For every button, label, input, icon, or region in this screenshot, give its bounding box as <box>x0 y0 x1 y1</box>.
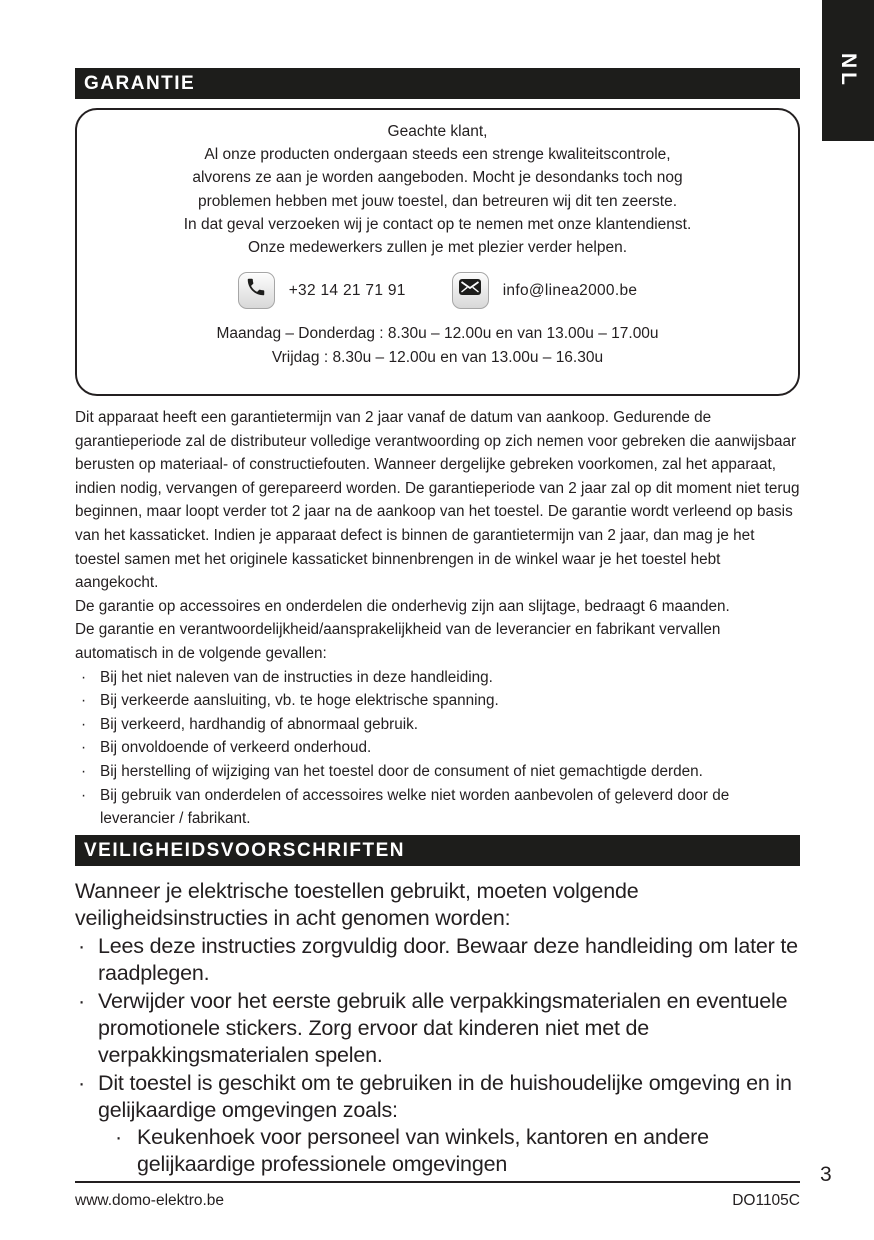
contact-row <box>77 272 798 309</box>
bullet-icon: · <box>81 715 87 733</box>
bullet-icon: · <box>81 692 87 710</box>
safety-intro: Wanneer je elektrische toestellen gebruikt, moeten volgende veiligheidsinstructies in acht genomen worden: <box>75 879 639 930</box>
warranty-box-line: Geachte klant, <box>387 123 488 140</box>
safety-bullet <box>75 1070 800 1124</box>
warranty-bullet-text: Bij herstelling of wijziging van het toestel door de consument of niet gemachtigde derden. <box>100 762 703 780</box>
warranty-section-title: GARANTIE <box>84 73 196 94</box>
safety-section-header <box>75 835 800 866</box>
bullet-icon: · <box>81 762 87 780</box>
opening-hours-line: Vrijdag : 8.30u – 12.00u en van 13.00u – 16.30u <box>271 348 604 366</box>
footer-website: www.domo-elektro.be <box>75 1192 225 1209</box>
warranty-box-line: In dat geval verzoeken wij je contact op te nemen met onze klantendienst. <box>183 215 692 233</box>
phone-icon-button <box>238 272 275 309</box>
bullet-icon: · <box>78 1071 85 1095</box>
warranty-paragraph: Dit apparaat heeft een garantietermijn van 2 jaar vanaf de datum van aankoop. Gedurende de garantieperiode zal de distributeur volledige verantwoording op zich nemen voor gebreken die aanwijsbaar berusten op materiaal- of constructiefouten. Wanneer dergelijke gebreken voorkomen, zal het apparaat, indien nodig, vervangen of gerepareerd worden. De garantieperiode van 2 jaar zal op dit moment niet terug beginnen, maar loopt verder tot 2 jaar na de aankoop van het toestel. De garantie wordt verleend op basis van het kassaticket. Indien je apparaat defect is binnen de garantietermijn van 2 jaar, dan mag je het toestel samen met het originele kassaticket binnenbrengen in de winkel waar je het toestel hebt aangekocht. <box>75 409 800 592</box>
warranty-bullet <box>75 666 800 690</box>
language-tab-label: NL <box>837 52 860 89</box>
warranty-box-line: alvorens ze aan je worden aangeboden. Mocht je desondanks toch nog <box>192 169 683 187</box>
warranty-box-line: Al onze producten ondergaan steeds een strenge kwaliteitscontrole, <box>204 146 671 164</box>
warranty-bullet-text: Bij gebruik van onderdelen of accessoires welke niet worden aanbevolen of geleverd door de leverancier / fabrikant. <box>100 786 730 828</box>
phone-icon <box>245 276 267 305</box>
safety-bullet-text: Lees deze instructies zorgvuldig door. Bewaar deze handleiding om later te raadplegen. <box>98 934 798 985</box>
bullet-icon: · <box>81 739 87 757</box>
safety-sub-bullet-text: Keukenhoek voor personeel van winkels, kantoren en andere gelijkaardige professionele omgevingen <box>137 1125 709 1176</box>
warranty-bullet <box>75 760 800 784</box>
safety-sub-bullet <box>115 1124 800 1178</box>
bullet-icon: · <box>115 1125 122 1149</box>
warranty-bullet-text: Bij onvoldoende of verkeerd onderhoud. <box>100 739 372 757</box>
warranty-bullet <box>75 736 800 760</box>
warranty-bullet-text: Bij verkeerde aansluiting, vb. te hoge elektrische spanning. <box>100 692 499 710</box>
bullet-icon: · <box>78 934 85 958</box>
warranty-paragraph: De garantie en verantwoordelijkheid/aansprakelijkheid van de leverancier en fabrikant vervallen automatisch in de volgende gevallen: <box>75 621 721 662</box>
email-icon <box>458 278 482 303</box>
safety-bullet-text: Verwijder voor het eerste gebruik alle verpakkingsmaterialen en eventuele promotionele stickers. Zorg ervoor dat kinderen niet met de verpakkingsmaterialen spelen. <box>98 989 788 1067</box>
email-icon-button <box>452 272 489 309</box>
footer-divider <box>75 1181 800 1183</box>
safety-bullet <box>75 933 800 987</box>
safety-body <box>75 878 800 1178</box>
warranty-box-line: problemen hebben met jouw toestel, dan betreuren wij dit ten zeerste. <box>197 192 678 210</box>
language-tab <box>822 0 874 141</box>
warranty-paragraph: De garantie op accessoires en onderdelen die onderhevig zijn aan slijtage, bedraagt 6 maanden. <box>75 597 730 615</box>
warranty-box-line: Onze medewerkers zullen je met plezier verder helpen. <box>247 239 628 257</box>
phone-number: +32 14 21 71 91 <box>288 282 406 300</box>
safety-bullet-text: Dit toestel is geschikt om te gebruiken in de huishoudelijke omgeving en in gelijkaardige omgevingen zoals: <box>98 1071 792 1122</box>
warranty-contact-box <box>75 108 800 396</box>
warranty-section-header <box>75 68 800 99</box>
safety-bullet <box>75 988 800 1069</box>
warranty-bullet <box>75 689 800 713</box>
warranty-bullet-text: Bij het niet naleven van de instructies in deze handleiding. <box>100 668 493 686</box>
footer-model-code: DO1105C <box>732 1192 800 1209</box>
email-address: info@linea2000.be <box>502 282 638 300</box>
opening-hours-line: Maandag – Donderdag : 8.30u – 12.00u en van 13.00u – 17.00u <box>216 325 659 343</box>
warranty-body <box>75 406 800 831</box>
warranty-bullet <box>75 784 800 831</box>
footer <box>75 1192 800 1210</box>
page-number: 3 <box>820 1163 832 1186</box>
opening-hours <box>77 322 798 369</box>
bullet-icon: · <box>81 668 87 686</box>
warranty-bullet <box>75 713 800 737</box>
safety-section-title: VEILIGHEIDSVOORSCHRIFTEN <box>84 840 406 861</box>
bullet-icon: · <box>78 989 85 1013</box>
bullet-icon: · <box>81 786 87 804</box>
warranty-bullet-text: Bij verkeerd, hardhandig of abnormaal gebruik. <box>100 715 419 733</box>
